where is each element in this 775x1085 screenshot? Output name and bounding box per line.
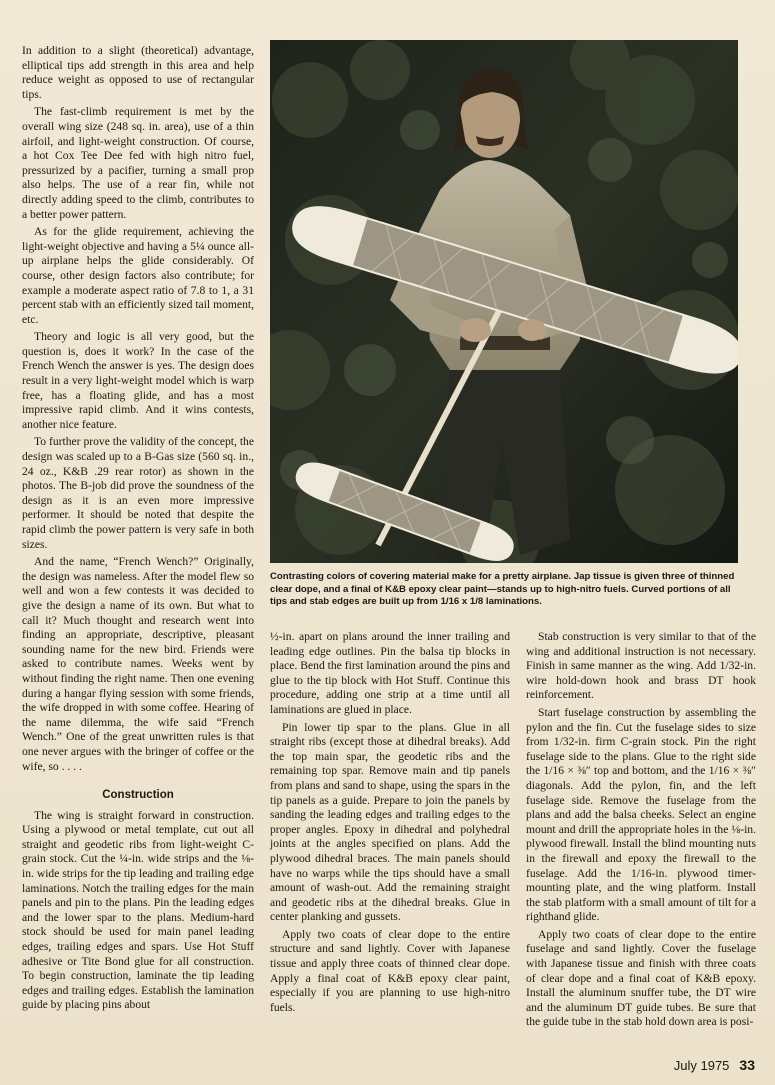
paragraph: Apply two coats of clear dope to the entire structure and sand lightly. Cover with Japanese tissue and apply three coats of thinned clear dope. Apply a final coat of K&B epoxy clear paint, especially if you are planning to use high-nitro fuels. [270, 927, 510, 1014]
paragraph: To further prove the validity of the concept, the design was scaled up to a B-Gas size (560 sq. in., 24 oz., K&B .29 rear rotor) as shown in the photos. The B-job did prove the soundness of the design as it is an even more impressive performer. It should be noted that despite the rapid climb the power pattern is very safe in both sizes. [22, 435, 254, 551]
page-footer [674, 1057, 755, 1073]
paragraph: ½-in. apart on plans around the inner trailing and leading edge outlines. Pin the balsa tip blocks in place. Bend the first lamination around the pins and glue to the tip block with Hot Stuff. Continue this procedure, adding one strip at a time until all laminations are glued in place. [270, 630, 510, 716]
paragraph: The fast-climb requirement is met by the overall wing size (248 sq. in. area), use of a thin airfoil, and light-weight construction. Of course, a hot Cox Tee Dee fed with high nitro fuel, pressurized by a pacifier, turning a small prop also helps. The use of a rear fin, while not directly adding speed to the climb, contributes to a better power pattern. [22, 105, 254, 221]
paragraph: Start fuselage construction by assembling the pylon and the fin. Cut the fuselage sides to size from 1/32-in. firm C-grain stock. Pin the right fuselage side to the plans. Glue to the right side the 1/16 × ⅜″ top and bottom, and the 1/16 × ⅜″ diagonals. Add the pylon, fin, and the left fuselage side. Remove the fuselage from the plans and add the balsa cheeks. Select an engine mount and drill the appropriate holes in the ⅛-in. plywood firewall. Install the blind mounting nuts in the firewall and epoxy the firewall to the fuselage. Add the 1/16-in. plywood timer-mounting plate, and the wing platform. Install the stab platform with a small amount of tilt for a righthand glide. [526, 705, 756, 924]
paragraph: In addition to a slight (theoretical) advantage, elliptical tips add strength in this area and help reduce weight as opposed to use of rectangular tips. [22, 44, 254, 101]
section-heading: Construction [102, 789, 174, 802]
page-number: 33 [739, 1057, 755, 1073]
paragraph: As for the glide requirement, achieving the light-weight objective and having a 5¼ ounce all-up airplane helps the glide considerably. Of course, other design factors also contribute; for example a moderate aspect ratio of 7.8 to 1, a 31 percent stab with an efficiently sized tail moment, etc. [22, 225, 254, 326]
paragraph: Pin lower tip spar to the plans. Glue in all straight ribs (except those at dihedral breaks). Add the top main spar, the geodetic ribs and the remaining top spar. Remove main and tip panels from plans and sand to shape, using the spars in the tip panels as a guide. Prepare to join the panels by sanding the leading edges and trailing edges to the proper angles. Epoxy in dihedral and polyhedral joints at the angles specified on plans. Add the plywood dihedral braces. The main panels should have no warps while the tips should have a small amount of wash-out. Add the remaining straight and geodetic ribs at the dihedral breaks. Glue in center planking and gussets. [270, 720, 510, 924]
text-column-left [22, 44, 254, 1016]
paragraph: Stab construction is very similar to that of the wing and additional instruction is not necessary. Finish in same manner as the wing. Add 1/32-in. wire hold-down hook and brass DT hook reinforcement. [526, 630, 756, 702]
photo-man-holding-model-airplane [270, 40, 738, 563]
paragraph: And the name, “French Wench?” Originally, the design was nameless. After the model flew so well and won a few contests it was decided to give the design a name of its own. But what to call it? Much thought and research went into finding an appropriate, descriptive, pleasant sounding name for the new bird. Friends were asked to contribute names. Weeks went by without finding the right name. Then one evening during a hangar flying session with some friends, the wife dropped in with some coffee. Hearing of the name dilemma, the wife said “French Wench.” One of the great unwritten rules is that one never argues with the bringer of coffee or the wife, so . . . . [22, 555, 254, 773]
text-column-right [526, 630, 756, 1033]
issue-date: July 1975 [673, 1058, 730, 1073]
paragraph: The wing is straight forward in construction. Using a plywood or metal template, cut out all straight and geodetic ribs from light-weight C-grain stock. Cut the ¼-in. wide strips and the ⅛-in. wide strips for the tip leading and trailing edge laminations. Notch the trailing edges for the main panels and pin to the plans. Pin the leading edges and the lower spar to the plans. Medium-hard stock should be used for main panel leading edges, trailing edges and spars. Use Hot Stuff adhesive or Tite Bond glue for all construction. To begin construction, laminate the tip leading edges and trailing edges. Establish the lamination guide by placing pins about [22, 808, 254, 1012]
photo-caption: Contrasting colors of covering material make for a pretty airplane. Jap tissue is given three of thinned clear dope, and a final of K&B epoxy clear paint—stands up to high-nitro fuels. Curved portions of all tips and stab edges are built up from 1/16 x 1/8 laminations. [270, 571, 735, 607]
paragraph: Apply two coats of clear dope to the entire fuselage and sand lightly. Cover the fuselage with Japanese tissue and finish with three coats of clear dope and a final coat of K&B epoxy. Install the aluminum snuffer tube, the DT wire and the aluminum DT guide tubes. Be sure that the guide tube in the stab hold down area is posi- [526, 927, 756, 1029]
paragraph: Theory and logic is all very good, but the question is, does it work? In the case of the French Wench the answer is yes. The design does result in a very light-weight model which is warp free, has a floating glide, and has a most impressive rapid climb. And it wins contests, another nice feature. [22, 330, 254, 431]
text-column-middle [270, 630, 510, 1018]
